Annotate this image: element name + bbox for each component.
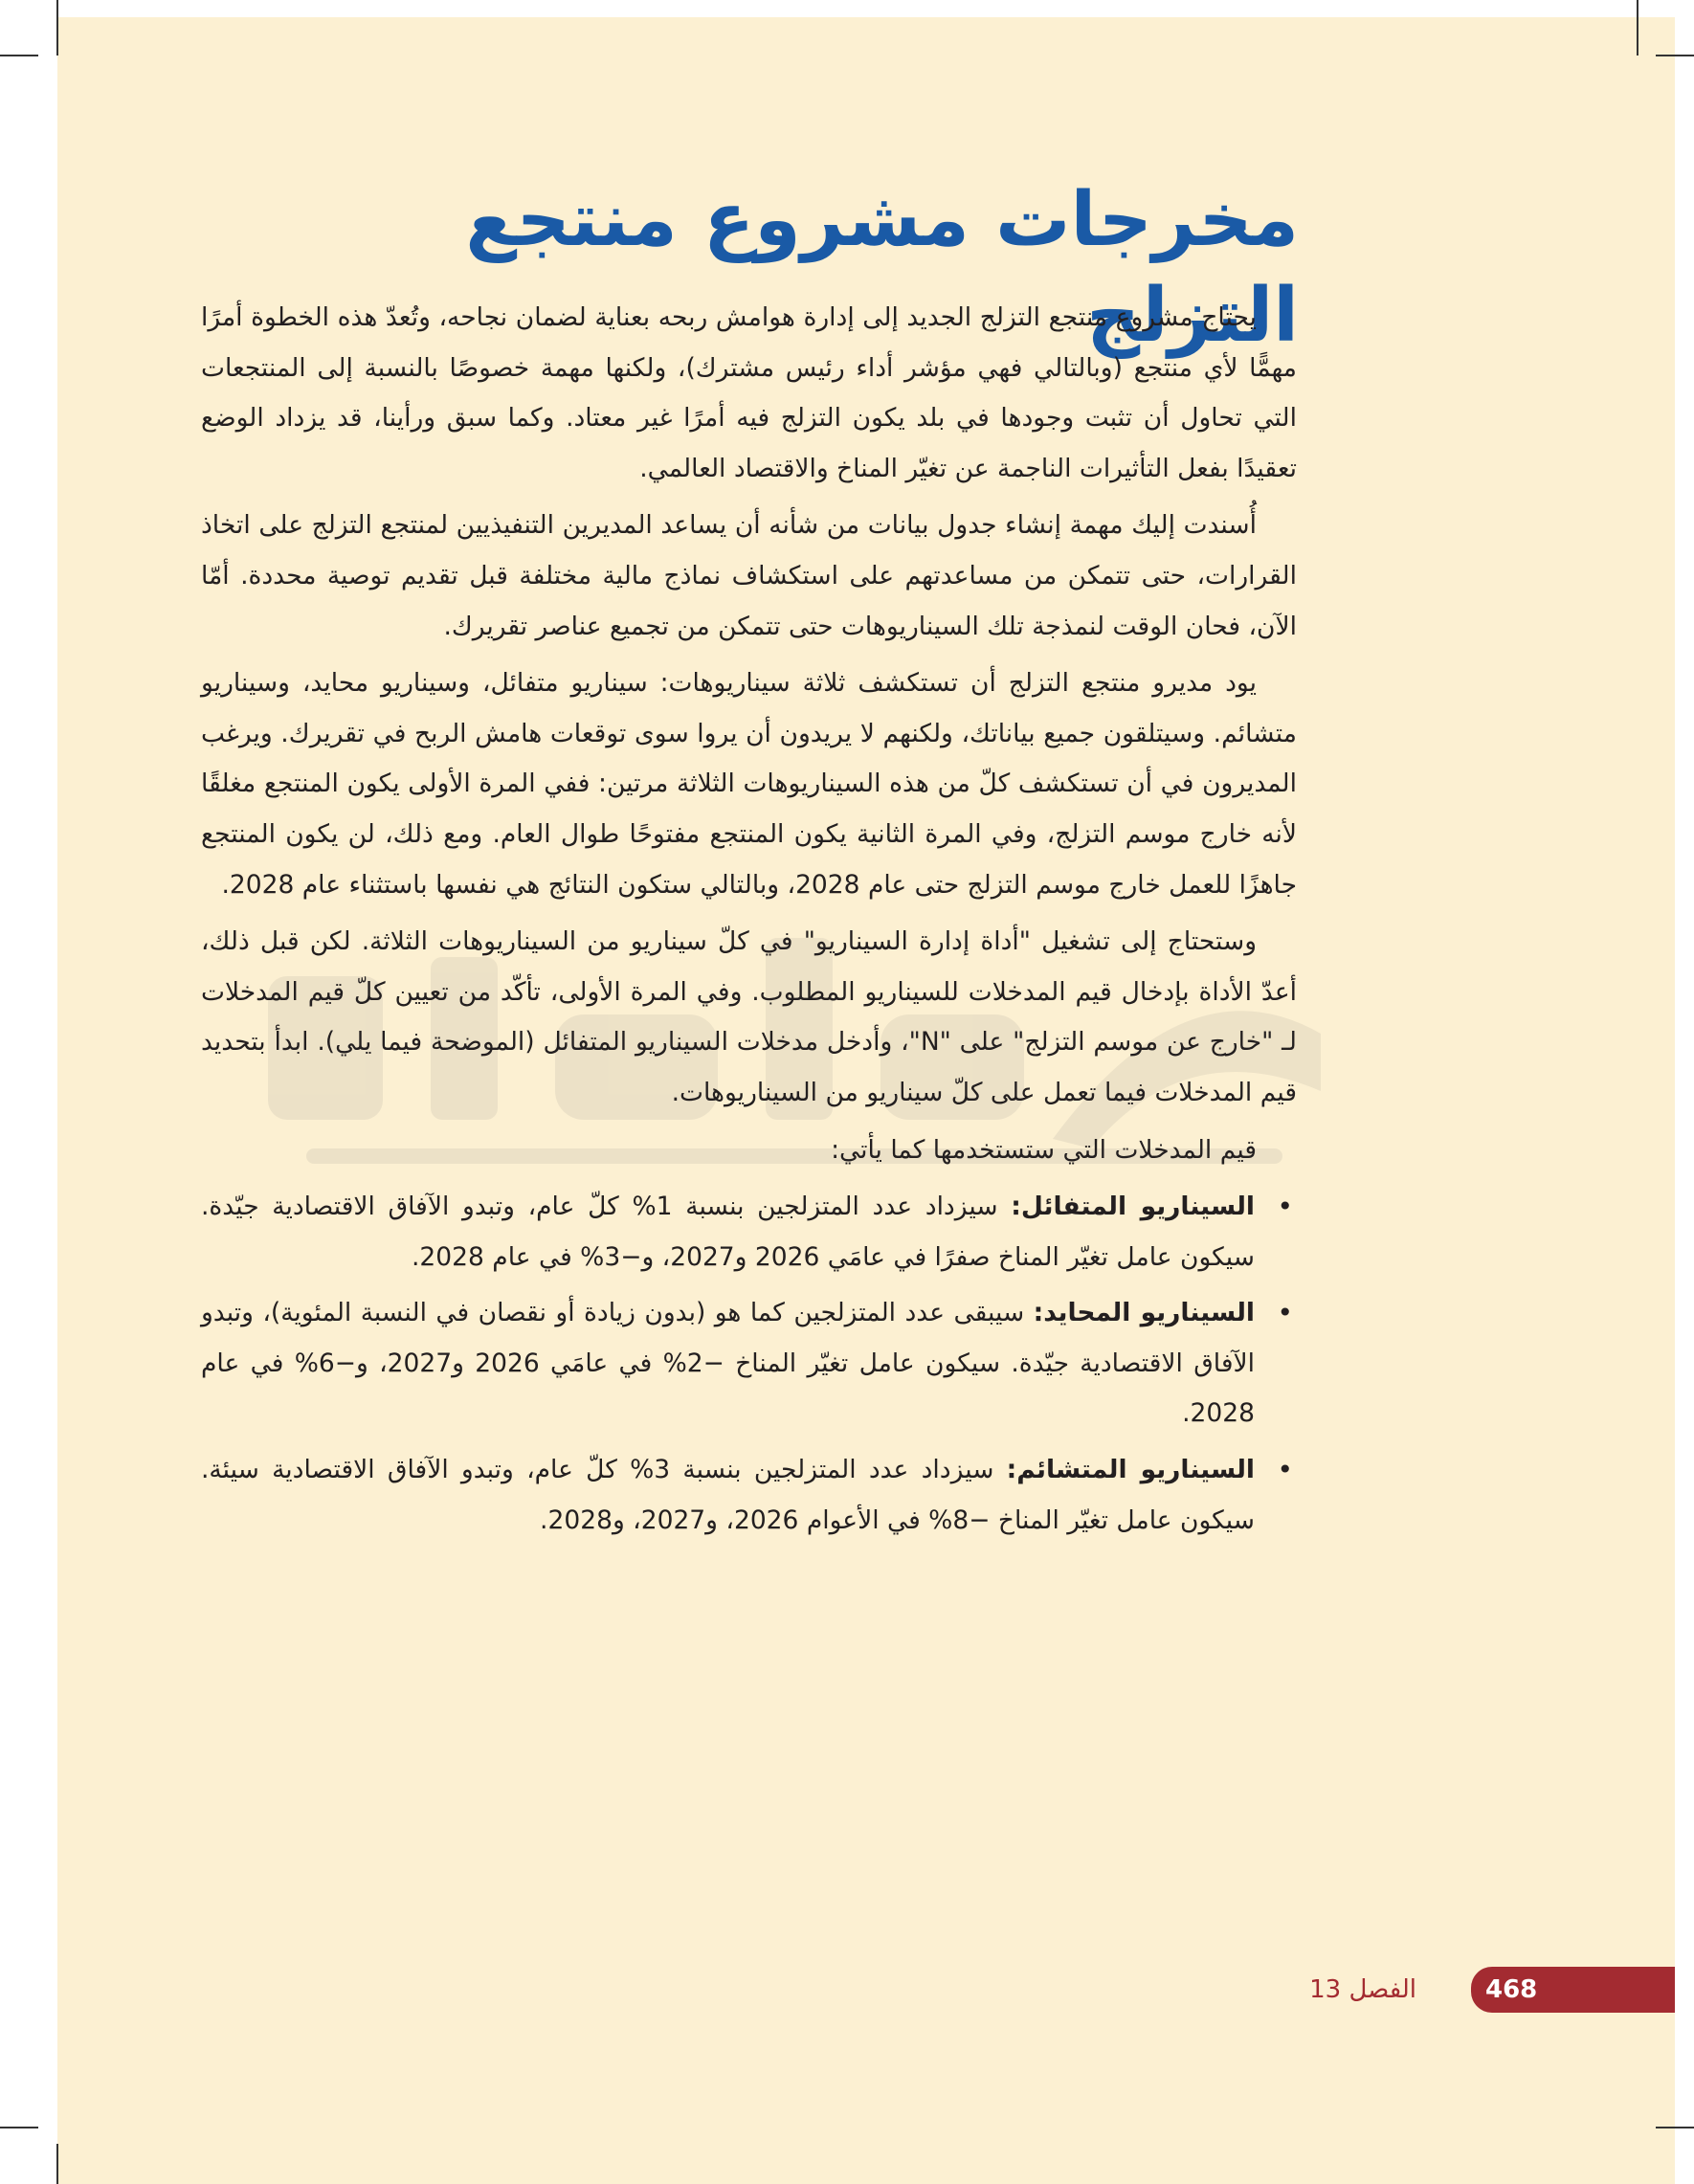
list-item — [201, 1288, 1297, 1439]
scenario-description: سيزداد عدد المتزلجين بنسبة 3% كلّ عام، وتبدو الآفاق الاقتصادية سيئة. سيكون عامل تغيّر المناخ −8% في الأعوام 2026، و2027، و2028. — [201, 1455, 1255, 1535]
crop-mark — [56, 0, 58, 56]
page-title: مخرجات مشروع منتجع التزلج — [465, 177, 1299, 359]
scenario-list — [201, 1182, 1297, 1546]
crop-mark — [1637, 0, 1638, 56]
crop-mark — [1656, 2127, 1694, 2128]
paragraph: يود مديرو منتجع التزلج أن تستكشف ثلاثة سيناريوهات: سيناريو متفائل، وسيناريو محايد، وسيناريو متشائم. وسيتلقون جميع بياناتك، ولكنهم لا يريدون أن يروا سوى توقعات هامش الربح في تقريرك. ويرغب المديرون في أن تستكشف كلّ من هذه السيناريوهات الثلاثة مرتين: ففي المرة الأولى يكون المنتجع مغلقًا لأنه خارج موسم التزلج، وفي المرة الثانية يكون المنتجع مفتوحًا طوال العام. ومع ذلك، لن يكون المنتجع جاهزًا للعمل خارج موسم التزلج حتى عام 2028، وبالتالي ستكون النتائج هي نفسها باستثناء عام 2028. — [201, 668, 1297, 900]
scenario-term: السيناريو المتفائل: — [1011, 1192, 1255, 1222]
list-item — [201, 1445, 1297, 1546]
paragraph: وستحتاج إلى تشغيل "أداة إدارة السيناريو" في كلّ سيناريو من السيناريوهات الثلاثة. لكن قبل ذلك، أعدّ الأداة بإدخال قيم المدخلات للسيناريو المطلوب. وفي المرة الأولى، تأكّد من تعيين كلّ قيم المدخلات لـ "خارج عن موسم التزلج" على "N"، وأدخل مدخلات السيناريو المتفائل (الموضحة فيما يلي). ابدأ بتحديد قيم المدخلات فيما تعمل على كلّ سيناريو من السيناريوهات. — [201, 926, 1297, 1107]
bullet-icon: • — [1277, 1297, 1293, 1329]
crop-mark — [56, 2144, 58, 2184]
bullet-icon: • — [1277, 1454, 1293, 1486]
scenario-description: سيزداد عدد المتزلجين بنسبة 1% كلّ عام، وتبدو الآفاق الاقتصادية جيّدة. سيكون عامل تغيّر المناخ صفرًا في عامَي 2026 و2027، و−3% في عام 2028. — [201, 1192, 1255, 1272]
paragraph: أُسندت إليك مهمة إنشاء جدول بيانات من شأنه أن يساعد المديرين التنفيذيين لمنتجع التزلج على اتخاذ القرارات، حتى تتمكن من مساعدتهم على استكشاف نماذج مالية مختلفة قبل تقديم توصية محددة. أمّا الآن، فحان الوقت لنمذجة تلك السيناريوهات حتى تتمكن من تجميع عناصر تقريرك. — [201, 510, 1297, 641]
crop-mark — [1656, 55, 1694, 56]
scenario-description: سيبقى عدد المتزلجين كما هو (بدون زيادة أو نقصان في النسبة المئوية)، وتبدو الآفاق الاقتصادية جيّدة. سيكون عامل تغيّر المناخ −2% في عامَي 2026 و2027، و−6% في عام 2028. — [201, 1298, 1255, 1429]
scenario-term: السيناريو المحايد: — [1033, 1298, 1255, 1328]
crop-mark — [0, 55, 38, 56]
scenario-term: السيناريو المتشائم: — [1006, 1455, 1255, 1485]
page-number: 468 — [1485, 1975, 1538, 2004]
list-item — [201, 1182, 1297, 1282]
chapter-label: الفصل 13 — [1309, 1975, 1416, 2004]
paragraph: يحتاج مشروع منتجع التزلج الجديد إلى إدارة هوامش ربحه بعناية لضمان نجاحه، وتُعدّ هذه الخطوة أمرًا مهمًّا لأي منتجع (وبالتالي فهي مؤشر أداء رئيس مشترك)، ولكنها مهمة خصوصًا بالنسبة إلى المنتجعات التي تحاول أن تثبت وجودها في بلد يكون التزلج فيه أمرًا غير معتاد. وكما سبق ورأينا، قد يزداد الوضع تعقيدًا بفعل التأثيرات الناجمة عن تغيّر المناخ والاقتصاد العالمي. — [201, 302, 1297, 483]
paragraph: قيم المدخلات التي ستستخدمها كما يأتي: — [831, 1134, 1257, 1165]
crop-mark — [0, 2127, 38, 2128]
bullet-icon: • — [1277, 1191, 1293, 1223]
body-content — [201, 293, 1297, 1551]
